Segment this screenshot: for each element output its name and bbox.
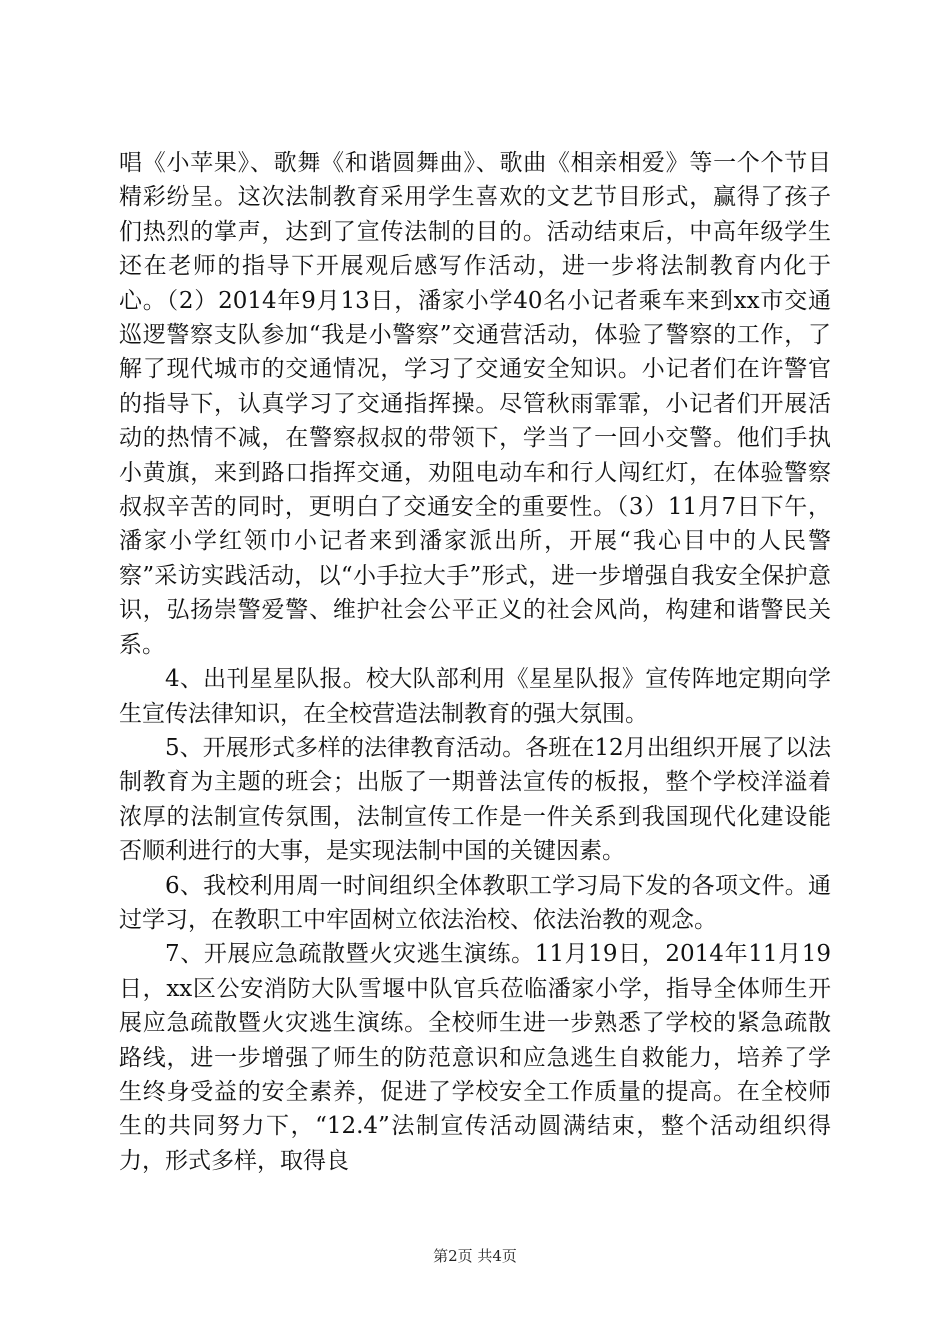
paragraph-item-4: 4、出刊星星队报。校大队部利用《星星队报》宣传阵地定期向学生宣传法律知识，在全校营造法制教育的强大氛围。	[119, 666, 831, 727]
paragraph-continuation: 唱《小苹果》、歌舞《和谐圆舞曲》、歌曲《相亲相爱》等一个个节目精彩纷呈。这次法制教育采用学生喜欢的文艺节目形式，赢得了孩子们热烈的掌声，达到了宣传法制的目的。活动结束后，中高年级学生还在老师的指导下开展观后感写作活动，进一步将法制教育内化于心。（2）2014年9月13日，潘家小学40名小记者乘车来到xx市交通巡逻警察支队参加“我是小警察”交通营活动，体验了警察的工作，了解了现代城市的交通情况，学习了交通安全知识。小记者们在许警官的指导下，认真学习了交通指挥操。尽管秋雨霏霏，小记者们开展活动的热情不减，在警察叔叔的带领下，学当了一回小交警。他们手执小黄旗，来到路口指挥交通，劝阻电动车和行人闯红灯，在体验警察叔叔辛苦的同时，更明白了交通安全的重要性。（3）11月7日下午，潘家小学红领巾小记者来到潘家派出所，开展“我心目中的人民警察”采访实践活动，以“小手拉大手”形式，进一步增强自我安全保护意识，弘扬崇警爱警、维护社会公平正义的社会风尚，构建和谐警民关系。	[119, 150, 831, 658]
paragraph-item-7: 7、开展应急疏散暨火灾逃生演练。11月19日，2014年11月19日，xx区公安消防大队雪堰中队官兵莅临潘家小学，指导全体师生开展应急疏散暨火灾逃生演练。全校师生进一步熟悉了学校的紧急疏散路线，进一步增强了师生的防范意识和应急逃生自救能力，培养了学生终身受益的安全素养，促进了学校安全工作质量的提高。在全校师生的共同努力下，“12.4”法制宣传活动圆满结束，整个活动组织得力，形式多样，取得良	[119, 941, 831, 1174]
paragraph-item-6: 6、我校利用周一时间组织全体教职工学习局下发的各项文件。通过学习，在教职工中牢固树立依法治校、依法治教的观念。	[119, 872, 831, 933]
paragraph-item-5: 5、开展形式多样的法律教育活动。各班在12月出组织开展了以法制教育为主题的班会；出版了一期普法宣传的板报，整个学校洋溢着浓厚的法制宣传氛围，法制宣传工作是一件关系到我国现代化建设能否顺利进行的大事，是实现法制中国的关键因素。	[119, 734, 831, 865]
document-body	[119, 146, 831, 1178]
page-number-label: 第2页 共4页	[433, 1247, 517, 1265]
page-footer	[0, 1245, 950, 1266]
